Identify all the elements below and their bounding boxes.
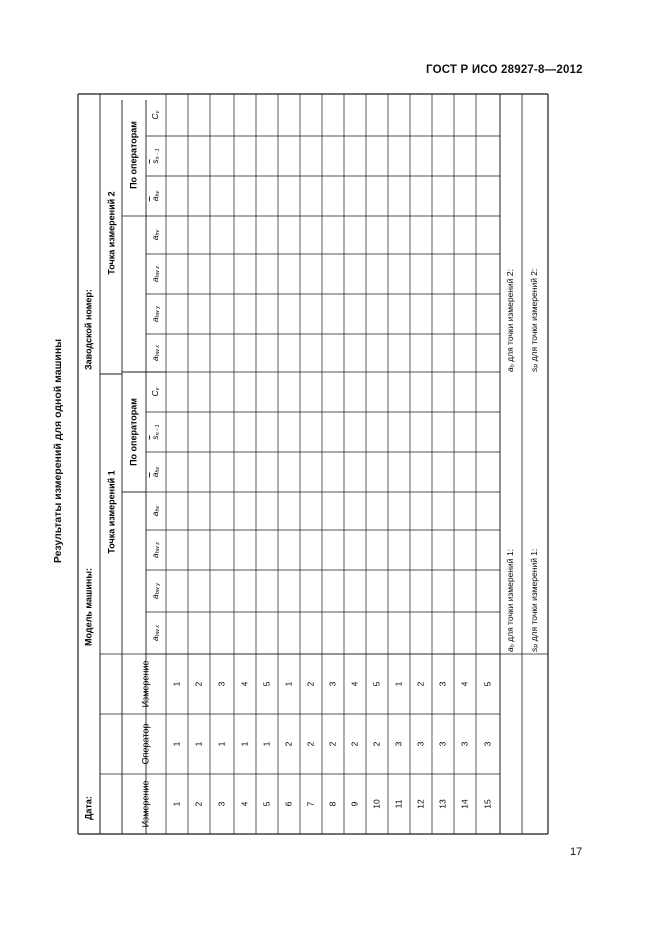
point1-label: Точка измерений 1 <box>106 470 117 554</box>
row-trial: 1 <box>393 681 404 687</box>
row-trial: 4 <box>349 681 360 687</box>
col-cv-2: $C_v$ <box>150 110 162 120</box>
summary-sr-point1: $s_R$ для точки измерений 1: <box>529 548 541 652</box>
row-number: 7 <box>305 801 316 807</box>
row-number: 10 <box>371 799 382 809</box>
row-trial: 4 <box>239 681 250 687</box>
row-operator: 3 <box>482 741 493 747</box>
row-operator: 1 <box>216 741 227 747</box>
summary-ah-point1: $a_h$ для точки измерений 1: <box>505 549 517 652</box>
row-trial: 2 <box>305 681 316 687</box>
standard-number: ГОСТ Р ИСО 28927-8—2012 <box>426 64 583 76</box>
col-a-hv-2: $a_{hv}$ <box>150 229 162 241</box>
col-a-hw-y-2: $a_{hw y}$ <box>150 305 162 323</box>
date-label: Дата: <box>83 796 94 820</box>
row-number: 1 <box>171 801 182 807</box>
col-a-hw-x-1: $a_{hw x}$ <box>150 624 162 642</box>
model-label: Модель машины: <box>83 567 94 646</box>
row-operator: 3 <box>437 741 448 747</box>
row-number: 8 <box>327 801 338 807</box>
row-operator: 2 <box>327 741 338 747</box>
row-number: 4 <box>239 801 250 807</box>
col-a-hw-z-2: $a_{hw z}$ <box>150 265 162 283</box>
row-number: 12 <box>415 799 426 809</box>
point2-label: Точка измерений 2 <box>106 191 117 275</box>
row-number: 13 <box>437 799 448 809</box>
row-trial: 2 <box>193 681 204 687</box>
row-operator: 3 <box>415 741 426 747</box>
summary-ah-point2: $a_h$ для точки измерений 2: <box>505 269 517 372</box>
page-number: 17 <box>570 846 583 858</box>
table-labels <box>83 109 540 827</box>
row-number: 5 <box>261 801 272 807</box>
col-measurement: Измерение <box>140 780 151 828</box>
summary-sr-point2: $s_R$ для точки измерений 2: <box>529 268 541 372</box>
col-mean-2: $a_{hv}$ <box>150 190 162 202</box>
col-operator: Оператор <box>140 723 151 765</box>
col-cv-1: $C_v$ <box>150 387 162 397</box>
row-operator: 2 <box>305 741 316 747</box>
row-operator: 3 <box>393 741 404 747</box>
col-sdev-2: $s_{n - 1}$ <box>150 148 162 164</box>
row-number: 14 <box>459 799 470 809</box>
table-title: Результаты измерений для одной машины <box>52 338 64 564</box>
row-operator: 2 <box>283 741 294 747</box>
row-operator: 3 <box>459 741 470 747</box>
by-operators-2: По операторам <box>128 121 139 189</box>
row-operator: 2 <box>371 741 382 747</box>
row-number: 3 <box>216 801 227 807</box>
row-trial: 2 <box>415 681 426 687</box>
row-operator: 1 <box>239 741 250 747</box>
row-trial: 3 <box>216 681 227 687</box>
col-trial: Измерение <box>140 660 151 708</box>
row-number: 9 <box>349 801 360 807</box>
serial-label: Заводской номер: <box>83 289 94 370</box>
col-a-hv-1: $a_{hv}$ <box>150 505 162 517</box>
row-trial: 3 <box>437 681 448 687</box>
table-grid <box>78 94 548 834</box>
row-operator: 1 <box>261 741 272 747</box>
col-a-hw-z-1: $a_{hw z}$ <box>150 541 162 559</box>
row-operator: 1 <box>171 741 182 747</box>
row-trial: 1 <box>283 681 294 687</box>
col-a-hw-y-1: $a_{hw y}$ <box>150 582 162 600</box>
row-operator: 1 <box>193 741 204 747</box>
row-number: 15 <box>482 799 493 809</box>
row-trial: 3 <box>327 681 338 687</box>
row-number: 6 <box>283 801 294 807</box>
row-trial: 5 <box>482 681 493 687</box>
row-operator: 2 <box>349 741 360 747</box>
row-number: 2 <box>193 801 204 807</box>
col-sdev-1: $s_{n - 1}$ <box>150 424 162 440</box>
row-trial: 5 <box>371 681 382 687</box>
col-mean-1: $a_{hv}$ <box>150 466 162 478</box>
row-trial: 4 <box>459 681 470 687</box>
col-a-hw-x-2: $a_{hw x}$ <box>150 344 162 362</box>
by-operators-1: По операторам <box>128 398 139 466</box>
row-trial: 5 <box>261 681 272 687</box>
row-trial: 1 <box>171 681 182 687</box>
row-number: 11 <box>393 799 404 809</box>
